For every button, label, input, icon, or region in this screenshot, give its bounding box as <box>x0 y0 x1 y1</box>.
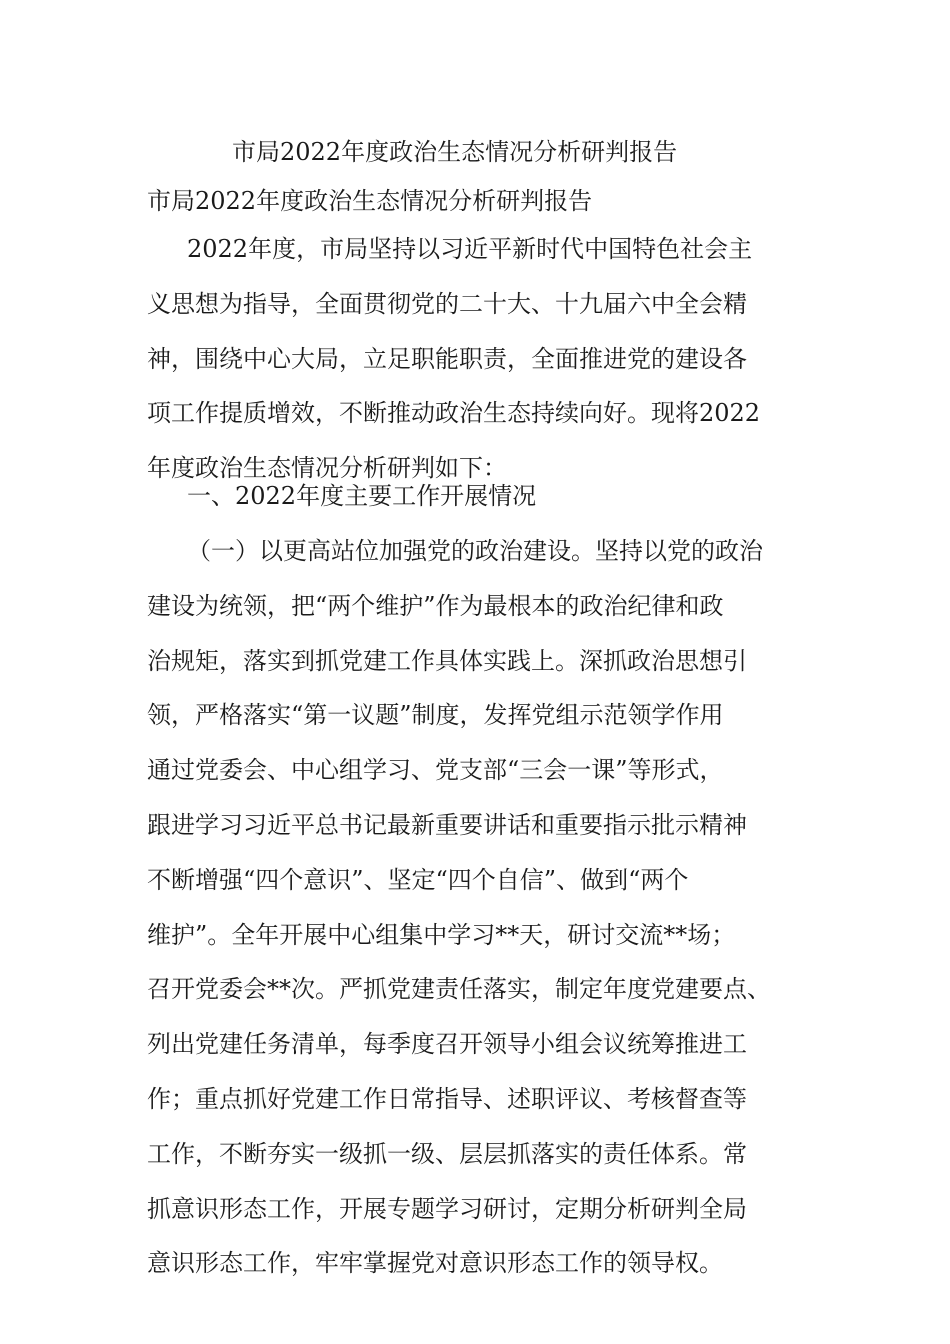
paragraph-line: 维护”。全年开展中心组集中学习**天，研讨交流**场； <box>147 920 736 949</box>
paragraph-line: 不断增强“四个意识”、坚定“四个自信”、做到“两个 <box>147 865 689 894</box>
paragraph-line: 列出党建任务清单，每季度召开领导小组会议统筹推进工 <box>147 1030 747 1059</box>
paragraph-line: 领，严格落实“第一议题”制度，发挥党组示范领学作用 <box>147 701 724 730</box>
section-paragraph <box>147 524 837 1291</box>
paragraph-line: 治规矩，落实到抓党建工作具体实践上。深抓政治思想引 <box>147 646 747 675</box>
paragraph-line: 跟进学习习近平总书记最新重要讲话和重要指示批示精神 <box>147 810 747 839</box>
paragraph-line: （一）以更高站位加强党的政治建设。坚持以党的政治 <box>187 537 763 565</box>
paragraph-line: 通过党委会、中心组学习、党支部“三会一课”等形式， <box>147 756 724 785</box>
paragraph-line: 建设为统领，把“两个维护”作为最根本的政治纪律和政 <box>147 591 724 620</box>
paragraph-line: 作；重点抓好党建工作日常指导、述职评议、考核督查等 <box>147 1084 747 1113</box>
paragraph-line: 2022年度，市局坚持以习近平新时代中国特色社会主 <box>187 235 753 263</box>
intro-paragraph <box>147 222 837 496</box>
paragraph-line: 召开党委会**次。严抓党建责任落实，制定年度党建要点、 <box>147 975 771 1004</box>
paragraph-line: 项工作提质增效，不断推动政治生态持续向好。现将2022 <box>147 399 761 428</box>
document-subtitle: 市局2022年度政治生态情况分析研判报告 <box>147 187 593 215</box>
paragraph-line: 义思想为指导，全面贯彻党的二十大、十九届六中全会精 <box>147 289 747 318</box>
section-heading-text: 一、2022年度主要工作开展情况 <box>187 482 537 510</box>
document-title: 市局2022年度政治生态情况分析研判报告 <box>232 138 678 166</box>
paragraph-line: 年度政治生态情况分析研判如下： <box>147 454 507 483</box>
paragraph-line: 工作，不断夯实一级抓一级、层层抓落实的责任体系。常 <box>147 1139 747 1168</box>
paragraph-line: 抓意识形态工作，开展专题学习研讨，定期分析研判全局 <box>147 1194 747 1223</box>
paragraph-line: 意识形态工作，牢牢掌握党对意识形态工作的领导权。 <box>147 1249 723 1278</box>
section-heading <box>147 469 837 524</box>
paragraph-line: 神，围绕中心大局，立足职能职责，全面推进党的建设各 <box>147 344 747 373</box>
